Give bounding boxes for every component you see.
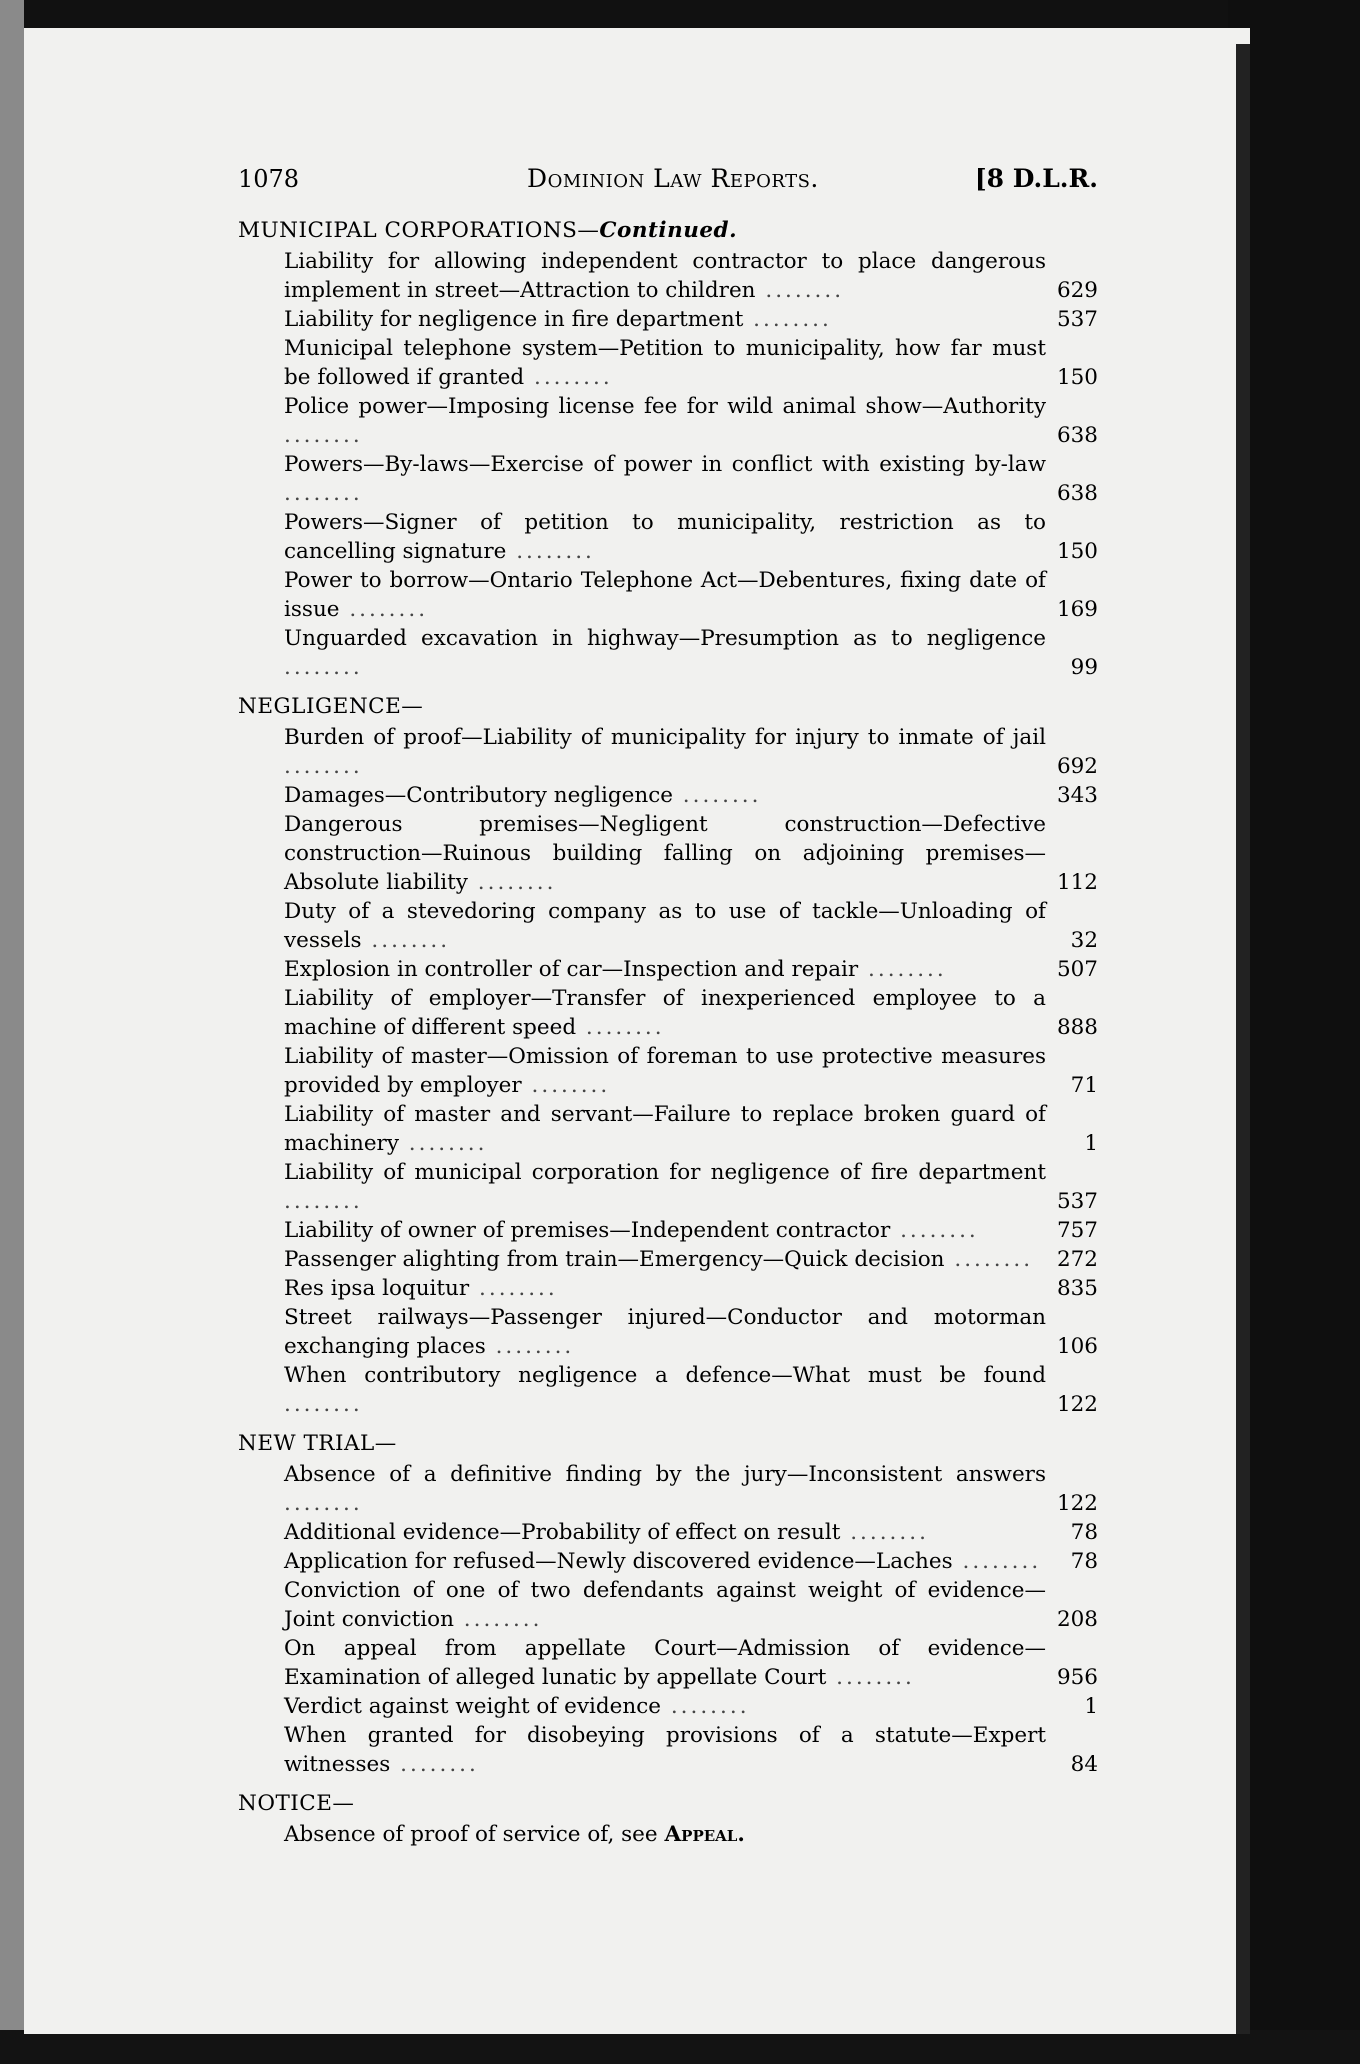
entry-text: Liability of municipal corporation for negligence of fire department bbox=[284, 1160, 1046, 1185]
see-reference: Appeal. bbox=[664, 1822, 745, 1847]
index-entry bbox=[238, 1274, 1098, 1303]
entry-text: Liability of owner of premises—Independent contractor bbox=[284, 1218, 891, 1243]
entry-page-number: 99 bbox=[1070, 655, 1098, 680]
entry-text: Municipal telephone system—Petition to municipality, how far must be followed if granted bbox=[284, 336, 1046, 390]
entry-text: Liability for negligence in fire department bbox=[284, 307, 744, 332]
entry-page-number: 150 bbox=[1056, 365, 1098, 390]
index-entry bbox=[238, 624, 1098, 682]
volume-reference: [8 D.L.R. bbox=[974, 164, 1098, 193]
index-entry bbox=[238, 1303, 1098, 1361]
index-entry bbox=[238, 955, 1098, 984]
entry-page-number: 507 bbox=[1056, 957, 1098, 982]
dot-leader: ........ bbox=[672, 783, 762, 808]
index-entry bbox=[238, 1361, 1098, 1419]
entry-text: Powers—By-laws—Exercise of power in conflict with existing by-law bbox=[284, 452, 1046, 477]
entry-page-number: 169 bbox=[1056, 597, 1098, 622]
entry-page-number: 78 bbox=[1070, 1549, 1098, 1574]
entry-text: Liability of employer—Transfer of inexperienced employee to a machine of different speed bbox=[284, 986, 1046, 1040]
index-entry bbox=[238, 1460, 1098, 1518]
entry-page-number: 208 bbox=[1056, 1607, 1098, 1632]
index-entry bbox=[238, 508, 1098, 566]
entry-text: Duty of a stevedoring company as to use of tackle—Unloading of vessels bbox=[284, 899, 1046, 953]
entry-page-number: 888 bbox=[1056, 1015, 1098, 1040]
dot-leader: ........ bbox=[952, 1549, 1042, 1574]
index-entry bbox=[238, 392, 1098, 450]
index-entry bbox=[238, 334, 1098, 392]
index-entry bbox=[238, 566, 1098, 624]
index-sections bbox=[238, 216, 1098, 1779]
dot-leader: ........ bbox=[284, 1189, 363, 1214]
index-section-notice bbox=[238, 1789, 1098, 1849]
index-entry bbox=[238, 897, 1098, 955]
entry-text: Powers—Signer of petition to municipality, restriction as to cancelling signature bbox=[284, 510, 1046, 564]
dot-leader: ........ bbox=[743, 307, 832, 332]
entry-page-number: 1 bbox=[1084, 1131, 1098, 1156]
section-heading: NOTICE— bbox=[238, 1791, 355, 1816]
index-entry bbox=[238, 723, 1098, 781]
index-entry bbox=[238, 1547, 1098, 1576]
index-entry bbox=[238, 1042, 1098, 1100]
entry-text: Absence of a definitive finding by the jury—Inconsistent answers bbox=[284, 1462, 1046, 1487]
index-entry bbox=[238, 1721, 1098, 1779]
dot-leader: ........ bbox=[284, 655, 363, 680]
dot-leader: ........ bbox=[453, 1607, 543, 1632]
entry-text: When granted for disobeying provisions of a statute—Expert witnesses bbox=[284, 1723, 1046, 1777]
index-entry bbox=[238, 810, 1098, 897]
entry-page-number: 692 bbox=[1056, 754, 1098, 779]
entry-text: Burden of proof—Liability of municipality for injury to inmate of jail bbox=[284, 725, 1046, 750]
dot-leader: ........ bbox=[467, 870, 557, 895]
index-section bbox=[238, 216, 1098, 682]
page-edge-shadow bbox=[1236, 44, 1250, 2034]
entry-page-number: 272 bbox=[1056, 1247, 1098, 1272]
section-heading bbox=[238, 692, 1098, 721]
dot-leader: ........ bbox=[840, 1520, 929, 1545]
entry-text: Application for refused—Newly discovered evidence—Laches bbox=[284, 1549, 953, 1574]
entry-text: Passenger alighting from train—Emergency—Quick decision bbox=[284, 1247, 945, 1272]
entry-page-number: 343 bbox=[1056, 783, 1098, 808]
dot-leader: ........ bbox=[284, 754, 363, 779]
entry-text: Police power—Imposing license fee for wild animal show—Authority bbox=[284, 394, 1046, 419]
index-section bbox=[238, 1429, 1098, 1779]
section-heading bbox=[238, 1429, 1098, 1458]
index-entry bbox=[238, 1820, 1098, 1849]
page-header bbox=[238, 164, 1098, 204]
dot-leader: ........ bbox=[506, 539, 595, 564]
dot-leader: ........ bbox=[661, 1694, 750, 1719]
entry-page-number: 122 bbox=[1056, 1392, 1098, 1417]
entry-text: Liability of master—Omission of foreman to use protective measures provided by employer bbox=[284, 1044, 1046, 1098]
entry-text: Dangerous premises—Negligent construction—Defective construction—Ruinous building falling on adjoining premises—Absolute liability bbox=[284, 812, 1046, 895]
index-entry bbox=[238, 1245, 1098, 1274]
dot-leader: ........ bbox=[284, 1491, 363, 1516]
dot-leader: ........ bbox=[485, 1334, 575, 1359]
index-entry bbox=[238, 1216, 1098, 1245]
dot-leader: ........ bbox=[361, 928, 451, 953]
section-heading bbox=[238, 216, 1098, 245]
section-heading-continued: Continued. bbox=[599, 218, 738, 243]
entry-page-number: 638 bbox=[1056, 481, 1098, 506]
index-entry bbox=[238, 1100, 1098, 1158]
entry-text: Damages—Contributory negligence bbox=[284, 783, 673, 808]
entry-text: Explosion in controller of car—Inspection and repair bbox=[284, 957, 859, 982]
index-entry bbox=[238, 781, 1098, 810]
entry-text: Verdict against weight of evidence bbox=[284, 1694, 662, 1719]
section-heading-text: NEW TRIAL— bbox=[238, 1431, 397, 1456]
entry-page-number: 71 bbox=[1070, 1073, 1098, 1098]
index-entry bbox=[238, 1692, 1098, 1721]
dot-leader: ........ bbox=[469, 1276, 558, 1301]
entry-page-number: 835 bbox=[1056, 1276, 1098, 1301]
entry-page-number: 32 bbox=[1070, 928, 1098, 953]
index-entry bbox=[238, 1158, 1098, 1216]
entry-text: When contributory negligence a defence—What must be found bbox=[284, 1363, 1046, 1388]
entry-text: Power to borrow—Ontario Telephone Act—Debentures, fixing date of issue bbox=[284, 568, 1046, 622]
page-content bbox=[238, 164, 1098, 1849]
entry-text: Street railways—Passenger injured—Conductor and motorman exchanging places bbox=[284, 1305, 1046, 1359]
dot-leader: ........ bbox=[284, 1392, 363, 1417]
index-entry bbox=[238, 1518, 1098, 1547]
dot-leader: ........ bbox=[755, 278, 845, 303]
entry-page-number: 112 bbox=[1056, 870, 1098, 895]
entry-page-number: 84 bbox=[1070, 1752, 1098, 1777]
entry-text: Liability of master and servant—Failure to replace broken guard of machinery bbox=[284, 1102, 1046, 1156]
entry-page-number: 757 bbox=[1056, 1218, 1098, 1243]
index-section bbox=[238, 692, 1098, 1419]
entry-page-number: 638 bbox=[1056, 423, 1098, 448]
entry-page-number: 956 bbox=[1056, 1665, 1098, 1690]
dot-leader: ........ bbox=[284, 423, 363, 448]
dot-leader: ........ bbox=[339, 597, 429, 622]
entry-page-number: 537 bbox=[1056, 307, 1098, 332]
entry-text: Unguarded excavation in highway—Presumption as to negligence bbox=[284, 626, 1046, 651]
entry-page-number: 629 bbox=[1056, 278, 1098, 303]
dot-leader: ........ bbox=[858, 957, 947, 982]
index-entry bbox=[238, 984, 1098, 1042]
section-heading-text: NEGLIGENCE— bbox=[238, 694, 424, 719]
dot-leader: ........ bbox=[390, 1752, 479, 1777]
entry-page-number: 122 bbox=[1056, 1491, 1098, 1516]
dot-leader: ........ bbox=[576, 1015, 665, 1040]
dot-leader: ........ bbox=[284, 481, 363, 506]
entry-text: On appeal from appellate Court—Admission of evidence—Examination of alleged lunatic by appellate Court bbox=[284, 1636, 1046, 1690]
dot-leader: ........ bbox=[944, 1247, 1034, 1272]
index-entry bbox=[238, 450, 1098, 508]
entry-text: Liability for allowing independent contractor to place dangerous implement in street—Attraction to children bbox=[284, 249, 1046, 303]
index-entry bbox=[238, 1634, 1098, 1692]
dot-leader: ........ bbox=[890, 1218, 979, 1243]
index-entry bbox=[238, 1576, 1098, 1634]
section-heading-text: MUNICIPAL CORPORATIONS— bbox=[238, 218, 600, 243]
entry-text: Absence of proof of service of, see bbox=[284, 1822, 658, 1847]
scan-border-bottom bbox=[0, 2030, 1360, 2064]
entry-text: Conviction of one of two defendants against weight of evidence—Joint conviction bbox=[284, 1578, 1046, 1632]
entry-page-number: 1 bbox=[1084, 1694, 1098, 1719]
entry-text: Res ipsa loquitur bbox=[284, 1276, 470, 1301]
dot-leader: ........ bbox=[826, 1665, 915, 1690]
entry-page-number: 150 bbox=[1056, 539, 1098, 564]
entry-page-number: 537 bbox=[1056, 1189, 1098, 1214]
entry-text: Additional evidence—Probability of effect on result bbox=[284, 1520, 841, 1545]
scan-border-left bbox=[0, 0, 24, 2064]
page-number: 1078 bbox=[238, 165, 300, 193]
entry-page-number: 78 bbox=[1070, 1520, 1098, 1545]
running-title: Dominion Law Reports. bbox=[527, 164, 819, 193]
index-entry bbox=[238, 305, 1098, 334]
dot-leader: ........ bbox=[524, 365, 613, 390]
dot-leader: ........ bbox=[398, 1131, 488, 1156]
dot-leader: ........ bbox=[521, 1073, 611, 1098]
index-entry bbox=[238, 247, 1098, 305]
entry-page-number: 106 bbox=[1056, 1334, 1098, 1359]
